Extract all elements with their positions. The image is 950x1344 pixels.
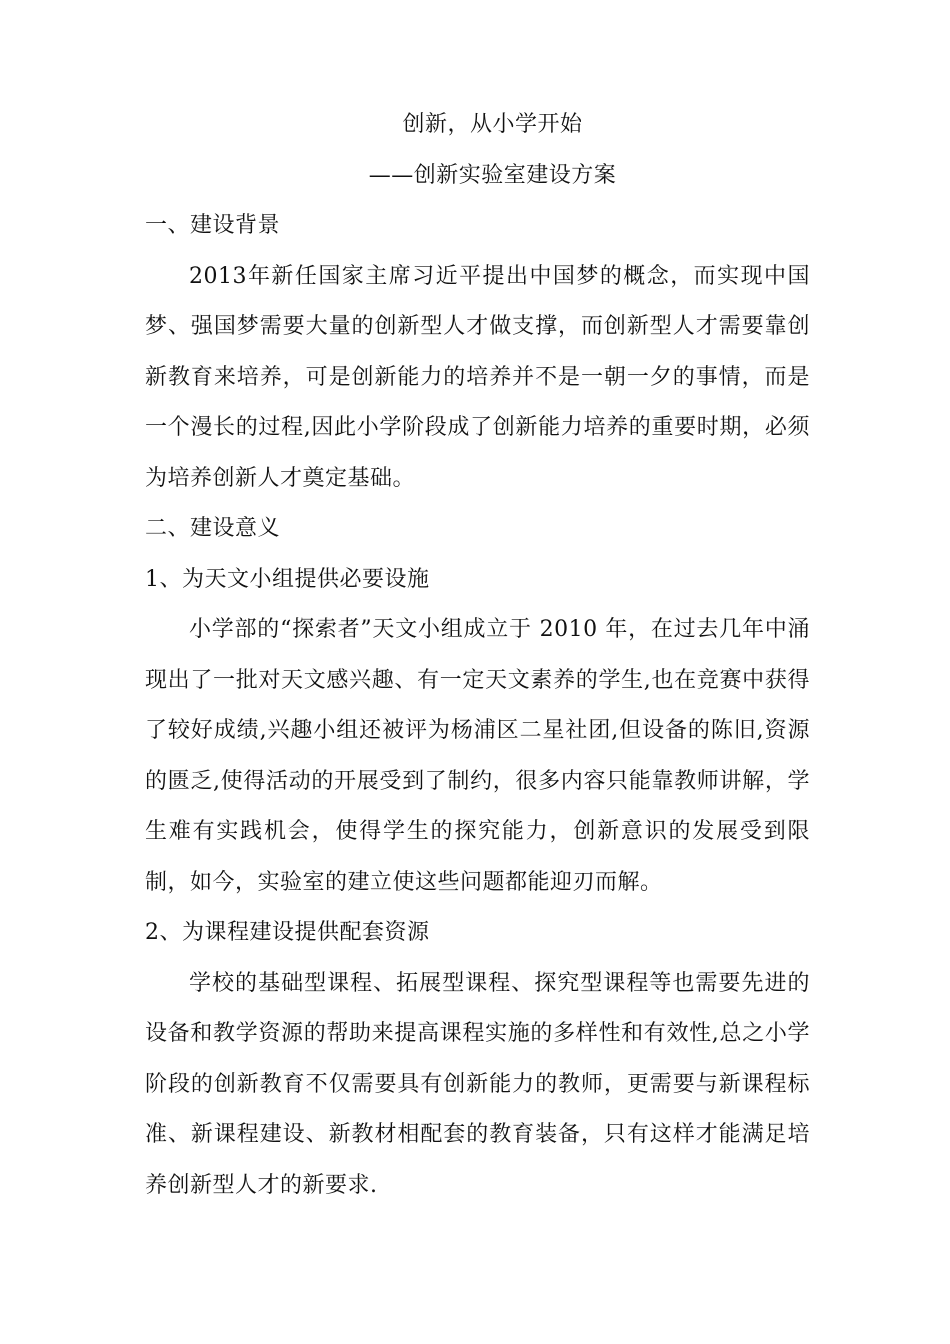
subsection-heading-astronomy: 1、为天文小组提供必要设施 (145, 566, 430, 592)
document-body (145, 100, 810, 1211)
subsection-heading-curriculum: 2、为课程建设提供配套资源 (145, 920, 430, 945)
section-heading-background: 一、建设背景 (145, 213, 281, 238)
document-title: 创新，从小学开始 (402, 112, 583, 137)
section-heading-significance: 二、建设意义 (145, 516, 281, 541)
document-subtitle: ——创新实验室建设方案 (368, 162, 617, 188)
paragraph-curriculum: 学校的基础型课程、拓展型课程、探究型课程等也需要先进的设备和教学资源的帮助来提高课程实施的多样性和有效性,总之小学阶段的创新教育不仅需要具有创新能力的教师，更需要与新课程标准、新课程建设、新教材相配套的教育装备，只有这样才能满足培养创新型人才的新要求. (145, 970, 810, 1198)
paragraph-background: 2013年新任国家主席习近平提出中国梦的概念，而实现中国梦、强国梦需要大量的创新型人才做支撑，而创新型人才需要靠创新教育来培养，可是创新能力的培养并不是一朝一夕的事情，而是一个漫长的过程,因此小学阶段成了创新能力培养的重要时期，必须为培养创新人才奠定基础。 (145, 263, 810, 491)
paragraph-astronomy: 小学部的“探索者”天文小组成立于 2010 年，在过去几年中涌现出了一批对天文感兴趣、有一定天文素养的学生,也在竞赛中获得了较好成绩,兴趣小组还被评为杨浦区二星社团,但设备的陈旧,资源的匮乏,使得活动的开展受到了制约，很多内容只能靠教师讲解，学生难有实践机会，使得学生的探究能力，创新意识的发展受到限制，如今，实验室的建立使这些问题都能迎刃而解。 (145, 617, 810, 895)
